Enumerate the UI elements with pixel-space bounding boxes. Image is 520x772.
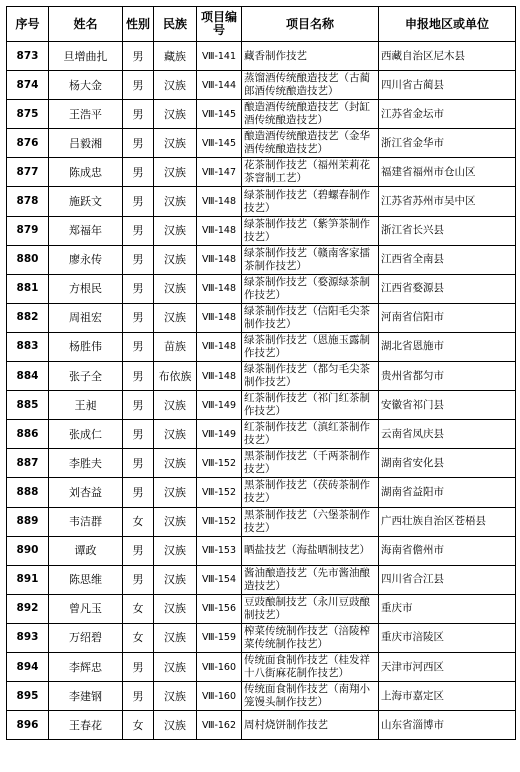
project-code-cell: Ⅷ-148 [197,332,242,361]
gender-cell: 男 [123,42,154,71]
ethnicity-cell: 汉族 [154,245,197,274]
ethnicity-cell: 汉族 [154,594,197,623]
region-cell: 山东省淄博市 [379,711,516,740]
project-name-cell: 晒盐技艺（海盐晒制技艺） [242,536,379,565]
project-name-cell: 蒸馏酒传统酿造技艺（古蔺郎酒传统酿造技艺） [242,71,379,100]
gender-cell: 男 [123,245,154,274]
ethnicity-cell: 苗族 [154,332,197,361]
name-cell: 王浩平 [49,100,123,129]
serial-cell: 885 [7,391,49,420]
name-cell: 陈成忠 [49,158,123,187]
gender-cell: 男 [123,129,154,158]
project-code-cell: Ⅷ-148 [197,216,242,245]
region-cell: 河南省信阳市 [379,303,516,332]
project-code-cell: Ⅷ-148 [197,187,242,216]
serial-cell: 888 [7,478,49,507]
serial-cell: 895 [7,682,49,711]
gender-cell: 男 [123,682,154,711]
project-name-cell: 传统面食制作技艺（桂发祥十八街麻花制作技艺） [242,652,379,681]
region-cell: 安徽省祁门县 [379,391,516,420]
serial-cell: 893 [7,623,49,652]
project-name-cell: 豆豉酿制技艺（永川豆豉酿制技艺） [242,594,379,623]
gender-cell: 男 [123,420,154,449]
project-name-cell: 酿造酒传统酿造技艺（金华酒传统酿造技艺） [242,129,379,158]
project-code-cell: Ⅷ-144 [197,71,242,100]
project-code-cell: Ⅷ-156 [197,594,242,623]
gender-cell: 男 [123,652,154,681]
ethnicity-cell: 藏族 [154,42,197,71]
name-cell: 李胜夫 [49,449,123,478]
ethnicity-cell: 汉族 [154,100,197,129]
name-cell: 王昶 [49,391,123,420]
region-cell: 四川省古蔺县 [379,71,516,100]
serial-cell: 880 [7,245,49,274]
name-cell: 刘杏益 [49,478,123,507]
project-name-cell: 红茶制作技艺（祁门红茶制作技艺） [242,391,379,420]
ethnicity-cell: 汉族 [154,216,197,245]
project-name-cell: 绿茶制作技艺（紫笋茶制作技艺） [242,216,379,245]
heritage-inheritors-table [6,6,516,740]
table-row [7,391,516,420]
serial-cell: 883 [7,332,49,361]
ethnicity-cell: 汉族 [154,187,197,216]
project-name-cell: 酿造酒传统酿造技艺（封缸酒传统酿造技艺） [242,100,379,129]
ethnicity-cell: 汉族 [154,507,197,536]
ethnicity-cell: 汉族 [154,303,197,332]
name-cell: 施跃文 [49,187,123,216]
table-row [7,71,516,100]
project-code-cell: Ⅷ-148 [197,245,242,274]
name-cell: 杨胜伟 [49,332,123,361]
project-name-cell: 黑茶制作技艺（千两茶制作技艺） [242,449,379,478]
ethnicity-cell: 汉族 [154,158,197,187]
table-body [7,42,516,740]
project-name-cell: 绿茶制作技艺（信阳毛尖茶制作技艺） [242,303,379,332]
name-cell: 郑福年 [49,216,123,245]
region-cell: 重庆市 [379,594,516,623]
table-row [7,449,516,478]
header-project-code: 项目编号 [197,7,242,42]
serial-cell: 878 [7,187,49,216]
project-name-cell: 绿茶制作技艺（婺源绿茶制作技艺） [242,274,379,303]
table-row [7,536,516,565]
name-cell: 旦增曲扎 [49,42,123,71]
gender-cell: 男 [123,332,154,361]
region-cell: 湖北省恩施市 [379,332,516,361]
name-cell: 韦洁群 [49,507,123,536]
project-name-cell: 黑茶制作技艺（茯砖茶制作技艺） [242,478,379,507]
project-code-cell: Ⅷ-148 [197,274,242,303]
table-row [7,216,516,245]
table-row [7,711,516,740]
project-code-cell: Ⅷ-149 [197,420,242,449]
serial-cell: 873 [7,42,49,71]
serial-cell: 886 [7,420,49,449]
region-cell: 湖南省益阳市 [379,478,516,507]
region-cell: 西藏自治区尼木县 [379,42,516,71]
name-cell: 谭政 [49,536,123,565]
name-cell: 周祖宏 [49,303,123,332]
gender-cell: 男 [123,71,154,100]
gender-cell: 男 [123,391,154,420]
gender-cell: 女 [123,711,154,740]
gender-cell: 男 [123,303,154,332]
project-name-cell: 绿茶制作技艺（恩施玉露制作技艺） [242,332,379,361]
region-cell: 江苏省金坛市 [379,100,516,129]
name-cell: 廖永传 [49,245,123,274]
serial-cell: 891 [7,565,49,594]
project-name-cell: 酱油酿造技艺（先市酱油酿造技艺） [242,565,379,594]
ethnicity-cell: 汉族 [154,652,197,681]
table-row [7,274,516,303]
serial-cell: 875 [7,100,49,129]
region-cell: 浙江省长兴县 [379,216,516,245]
table-row [7,42,516,71]
ethnicity-cell: 汉族 [154,682,197,711]
project-name-cell: 传统面食制作技艺（南翔小笼馒头制作技艺） [242,682,379,711]
project-name-cell: 榨菜传统制作技艺（涪陵榨菜传统制作技艺） [242,623,379,652]
project-code-cell: Ⅷ-147 [197,158,242,187]
project-name-cell: 绿茶制作技艺（碧螺春制作技艺） [242,187,379,216]
table-row [7,100,516,129]
gender-cell: 男 [123,100,154,129]
project-code-cell: Ⅷ-162 [197,711,242,740]
project-code-cell: Ⅷ-149 [197,391,242,420]
table-row [7,652,516,681]
table-row [7,129,516,158]
header-region: 申报地区或单位 [379,7,516,42]
name-cell: 曾凡玉 [49,594,123,623]
name-cell: 吕毅湘 [49,129,123,158]
table-row [7,245,516,274]
region-cell: 云南省凤庆县 [379,420,516,449]
region-cell: 四川省合江县 [379,565,516,594]
name-cell: 王春花 [49,711,123,740]
region-cell: 江西省全南县 [379,245,516,274]
project-code-cell: Ⅷ-148 [197,303,242,332]
project-name-cell: 绿茶制作技艺（赣南客家擂茶制作技艺） [242,245,379,274]
ethnicity-cell: 汉族 [154,536,197,565]
ethnicity-cell: 汉族 [154,129,197,158]
header-name: 姓名 [49,7,123,42]
name-cell: 李建钢 [49,682,123,711]
table-row [7,565,516,594]
table-row [7,507,516,536]
name-cell: 方根民 [49,274,123,303]
serial-cell: 892 [7,594,49,623]
ethnicity-cell: 汉族 [154,420,197,449]
table-row [7,623,516,652]
project-code-cell: Ⅷ-160 [197,682,242,711]
serial-cell: 884 [7,362,49,391]
project-code-cell: Ⅷ-152 [197,449,242,478]
table-row [7,332,516,361]
serial-cell: 882 [7,303,49,332]
name-cell: 陈思维 [49,565,123,594]
table-row [7,420,516,449]
project-name-cell: 绿茶制作技艺（都匀毛尖茶制作技艺） [242,362,379,391]
project-name-cell: 花茶制作技艺（福州茉莉花茶窨制工艺） [242,158,379,187]
table-row [7,362,516,391]
serial-cell: 874 [7,71,49,100]
region-cell: 贵州省都匀市 [379,362,516,391]
serial-cell: 889 [7,507,49,536]
serial-cell: 877 [7,158,49,187]
gender-cell: 男 [123,158,154,187]
ethnicity-cell: 汉族 [154,623,197,652]
header-gender: 性别 [123,7,154,42]
header-project-name: 项目名称 [242,7,379,42]
serial-cell: 876 [7,129,49,158]
gender-cell: 男 [123,536,154,565]
table-row [7,303,516,332]
gender-cell: 男 [123,449,154,478]
serial-cell: 887 [7,449,49,478]
serial-cell: 894 [7,652,49,681]
gender-cell: 女 [123,594,154,623]
project-code-cell: Ⅷ-145 [197,129,242,158]
ethnicity-cell: 汉族 [154,274,197,303]
region-cell: 重庆市涪陵区 [379,623,516,652]
table-header-row [7,7,516,42]
table-row [7,682,516,711]
project-code-cell: Ⅷ-148 [197,362,242,391]
project-name-cell: 红茶制作技艺（滇红茶制作技艺） [242,420,379,449]
project-code-cell: Ⅷ-160 [197,652,242,681]
gender-cell: 女 [123,623,154,652]
ethnicity-cell: 汉族 [154,565,197,594]
project-code-cell: Ⅷ-145 [197,100,242,129]
ethnicity-cell: 布依族 [154,362,197,391]
gender-cell: 男 [123,478,154,507]
project-name-cell: 黑茶制作技艺（六堡茶制作技艺） [242,507,379,536]
name-cell: 李辉忠 [49,652,123,681]
table-row [7,594,516,623]
serial-cell: 890 [7,536,49,565]
name-cell: 张子全 [49,362,123,391]
gender-cell: 男 [123,216,154,245]
region-cell: 江苏省苏州市吴中区 [379,187,516,216]
project-code-cell: Ⅷ-141 [197,42,242,71]
gender-cell: 男 [123,187,154,216]
name-cell: 张成仁 [49,420,123,449]
header-serial: 序号 [7,7,49,42]
name-cell: 万绍碧 [49,623,123,652]
region-cell: 海南省儋州市 [379,536,516,565]
ethnicity-cell: 汉族 [154,478,197,507]
gender-cell: 男 [123,274,154,303]
project-name-cell: 周村烧饼制作技艺 [242,711,379,740]
name-cell: 杨大金 [49,71,123,100]
gender-cell: 男 [123,565,154,594]
table-row [7,158,516,187]
project-code-cell: Ⅷ-152 [197,478,242,507]
region-cell: 湖南省安化县 [379,449,516,478]
project-code-cell: Ⅷ-153 [197,536,242,565]
project-name-cell: 藏香制作技艺 [242,42,379,71]
region-cell: 天津市河西区 [379,652,516,681]
header-ethnicity: 民族 [154,7,197,42]
table-row [7,478,516,507]
ethnicity-cell: 汉族 [154,71,197,100]
project-code-cell: Ⅷ-159 [197,623,242,652]
serial-cell: 896 [7,711,49,740]
project-code-cell: Ⅷ-152 [197,507,242,536]
serial-cell: 881 [7,274,49,303]
project-code-cell: Ⅷ-154 [197,565,242,594]
region-cell: 广西壮族自治区苍梧县 [379,507,516,536]
region-cell: 福建省福州市仓山区 [379,158,516,187]
ethnicity-cell: 汉族 [154,449,197,478]
region-cell: 江西省婺源县 [379,274,516,303]
region-cell: 浙江省金华市 [379,129,516,158]
region-cell: 上海市嘉定区 [379,682,516,711]
ethnicity-cell: 汉族 [154,391,197,420]
serial-cell: 879 [7,216,49,245]
gender-cell: 女 [123,507,154,536]
table-row [7,187,516,216]
ethnicity-cell: 汉族 [154,711,197,740]
gender-cell: 男 [123,362,154,391]
